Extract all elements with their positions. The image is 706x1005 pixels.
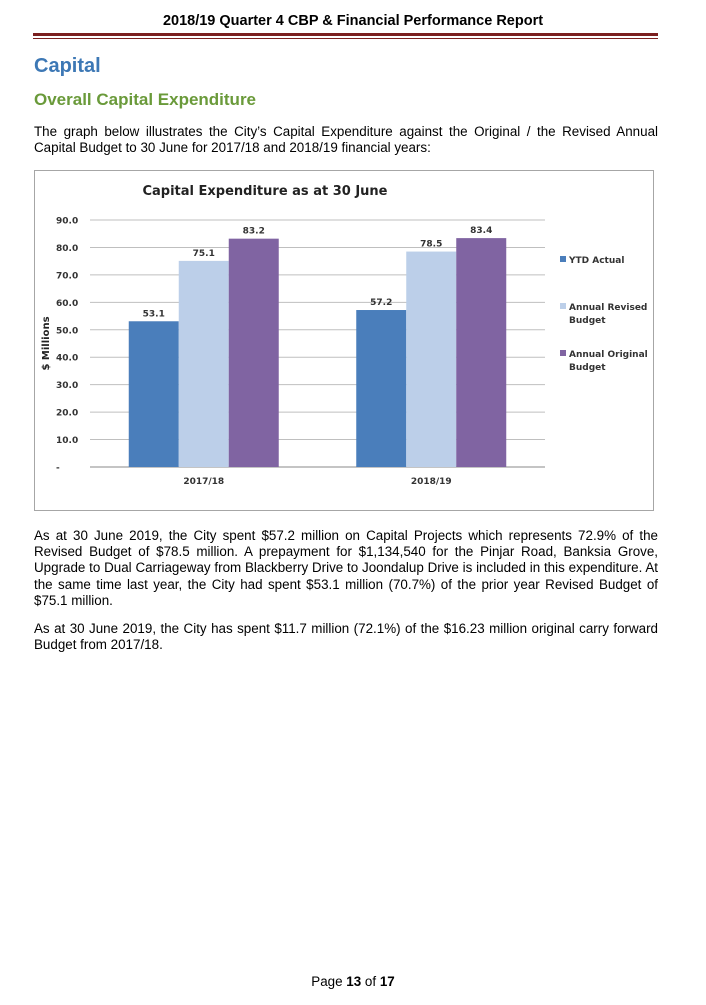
legend-label: Annual Original Budget [569,350,648,373]
y-tick-label: 90.0 [56,216,79,227]
y-tick-label: 80.0 [56,243,79,254]
data-label: 78.5 [420,239,443,250]
data-label: 83.2 [242,226,265,237]
section-subtitle: Overall Capital Expenditure [34,90,257,109]
y-tick-label: 40.0 [56,353,79,364]
y-tick-label: 30.0 [56,381,79,392]
y-tick-label: 70.0 [56,271,79,282]
report-header: 2018/19 Quarter 4 CBP & Financial Performance Report [162,13,544,29]
chart-frame [34,170,654,511]
intro-paragraph: The graph below illustrates the City’s Capital Expenditure against the Original / the Revised Annual Capital Budget to 30 June for 2017/18 and 2018/19 financial years: [34,124,658,156]
header-rule-thin [33,38,658,39]
y-tick-label: 60.0 [56,298,79,309]
legend-label: Annual Revised Budget [569,303,648,326]
capital-expenditure-chart [35,171,652,509]
body-paragraph-1: As at 30 June 2019, the City spent $57.2 million on Capital Projects which represents 72.9% of the Revised Budget of $78.5 million. A prepayment for $1,134,540 for the Pinjar Road, Banksia Grove, Upgrade to Dual Carriageway from Blackberry Drive to Joondalup Drive is included in this expenditure. At the same time last year, the City had spent $53.1 million (70.7%) of the prior year Revised Budget of $75.1 million. [34,528,658,608]
body-paragraph-2: As at 30 June 2019, the City has spent $11.7 million (72.1%) of the $16.23 million original carry forward Budget from 2017/18. [34,621,658,653]
section-title: Capital [34,55,101,77]
y-tick-label: 20.0 [56,408,79,419]
x-tick-label: 2017/18 [183,477,225,487]
legend-swatch [560,350,566,356]
bar [179,261,229,467]
data-label: 83.4 [470,226,493,237]
bar [406,252,456,467]
footer-page-number: 13 [346,974,362,989]
data-label: 53.1 [142,309,165,320]
data-label: 57.2 [370,298,393,309]
x-tick-label: 2018/19 [410,477,452,487]
y-tick-label: - [56,463,60,474]
y-tick-label: 50.0 [56,326,79,337]
chart-title: Capital Expenditure as at 30 June [142,184,388,199]
bar [129,321,179,467]
legend-label: YTD Actual [569,256,625,266]
footer-page-prefix: Page [311,974,343,989]
y-axis-label: $ Millions [41,316,52,371]
footer-page-total: 17 [379,974,395,989]
header-rule-thick [33,33,658,36]
footer-of: of [364,974,377,989]
bar [456,238,506,467]
page-footer [0,974,706,989]
bar [356,310,406,467]
bar [229,239,279,467]
legend-swatch [560,303,566,309]
legend-swatch [560,256,566,262]
y-tick-label: 10.0 [56,436,79,447]
data-label: 75.1 [192,248,215,259]
